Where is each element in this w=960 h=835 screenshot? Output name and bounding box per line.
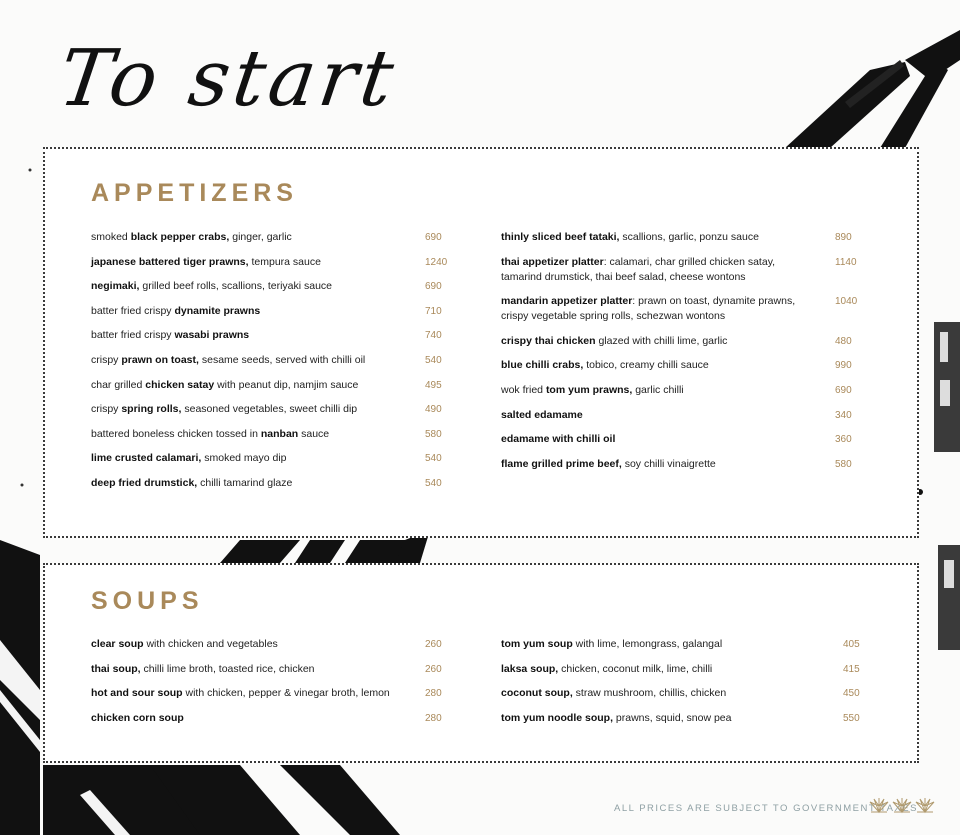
menu-item-description bbox=[91, 230, 391, 245]
menu-item bbox=[91, 427, 442, 442]
menu-item-price: 260 bbox=[425, 663, 442, 675]
menu-item bbox=[501, 334, 852, 349]
menu-item-description bbox=[91, 304, 391, 319]
menu-item-details: tobico, creamy chilli sauce bbox=[583, 359, 709, 372]
menu-item bbox=[501, 383, 852, 398]
menu-item bbox=[91, 662, 442, 677]
menu-item-details: with lime, lemongrass, galangal bbox=[572, 638, 723, 650]
menu-item-price: 415 bbox=[843, 663, 860, 675]
menu-item-name: prawn on toast, bbox=[121, 354, 199, 366]
menu-item-name: mandarin appetizer platter bbox=[501, 295, 633, 308]
menu-item-prefix: smoked bbox=[91, 231, 131, 243]
lotus-icon bbox=[914, 798, 936, 814]
menu-item-description bbox=[501, 408, 801, 423]
menu-item-description bbox=[501, 383, 801, 398]
menu-item-details: straw mushroom, chillis, chicken bbox=[572, 687, 727, 700]
menu-item-price: 1140 bbox=[835, 256, 857, 268]
menu-item-price: 890 bbox=[835, 232, 852, 243]
menu-item-description bbox=[91, 662, 391, 677]
menu-item-description bbox=[91, 451, 391, 466]
menu-item-prefix: char grilled bbox=[91, 378, 146, 391]
menu-item-description bbox=[501, 432, 801, 447]
menu-item-description bbox=[501, 230, 801, 245]
menu-item-name: flame grilled prime beef, bbox=[501, 457, 622, 470]
menu-item bbox=[501, 711, 860, 726]
menu-item bbox=[501, 358, 852, 373]
menu-item-details: tempura sauce bbox=[248, 255, 321, 268]
menu-item-prefix: batter fried crispy bbox=[91, 329, 175, 342]
menu-item-price: 340 bbox=[835, 409, 852, 421]
menu-item-description bbox=[91, 711, 391, 726]
menu-item-price: 690 bbox=[425, 232, 442, 243]
menu-item bbox=[91, 451, 442, 466]
menu-item-price: 280 bbox=[425, 688, 442, 700]
menu-item-price: 1040 bbox=[835, 296, 858, 308]
menu-item-description bbox=[91, 686, 391, 701]
menu-item-description bbox=[501, 662, 801, 677]
menu-item bbox=[501, 432, 852, 447]
menu-item-price: 450 bbox=[843, 688, 860, 700]
menu-item-details: smoked mayo dip bbox=[201, 452, 287, 465]
menu-item-prefix: battered boneless chicken tossed in bbox=[91, 427, 261, 440]
menu-item-name: tom yum noodle soup, bbox=[501, 711, 613, 724]
menu-item bbox=[91, 230, 442, 245]
menu-item-name: crispy thai chicken bbox=[501, 334, 596, 347]
menu-item bbox=[91, 378, 442, 393]
menu-item-prefix: crispy bbox=[91, 354, 122, 366]
menu-item bbox=[91, 279, 442, 294]
menu-item-name: deep fried drumstick, bbox=[91, 477, 198, 489]
menu-item-description bbox=[91, 255, 391, 270]
menu-item-name: thai appetizer platter bbox=[501, 255, 604, 268]
menu-item-price: 360 bbox=[835, 434, 852, 446]
menu-item-name: black pepper crabs, bbox=[130, 231, 230, 243]
menu-item-details: garlic chilli bbox=[632, 384, 684, 396]
menu-item-name: salted edamame bbox=[501, 408, 583, 421]
menu-item-name: chicken satay bbox=[145, 378, 215, 391]
menu-item-price: 540 bbox=[425, 478, 442, 489]
menu-item-description bbox=[501, 457, 801, 472]
menu-item bbox=[501, 255, 857, 285]
lotus-icon bbox=[891, 798, 913, 814]
menu-item-description bbox=[91, 378, 391, 393]
soups-panel bbox=[43, 563, 919, 763]
menu-item bbox=[91, 402, 442, 417]
menu-item bbox=[501, 637, 860, 652]
menu-item-name: blue chilli crabs, bbox=[501, 359, 584, 372]
menu-item-details: sauce bbox=[298, 427, 330, 440]
menu-item-prefix: batter fried crispy bbox=[91, 304, 175, 317]
menu-item-details: glazed with chilli lime, garlic bbox=[595, 334, 728, 347]
menu-item bbox=[501, 230, 852, 245]
menu-item-description bbox=[91, 353, 391, 368]
menu-item-description bbox=[501, 711, 801, 726]
menu-item-price: 495 bbox=[425, 379, 442, 391]
menu-item bbox=[91, 637, 442, 652]
menu-item bbox=[91, 476, 442, 491]
menu-item-price: 260 bbox=[425, 639, 442, 650]
menu-item-details: grilled beef rolls, scallions, teriyaki sauce bbox=[139, 280, 333, 293]
page-heading: To start bbox=[53, 34, 403, 124]
menu-item-price: 490 bbox=[425, 404, 442, 416]
menu-item-name: hot and sour soup bbox=[91, 687, 183, 700]
menu-item bbox=[91, 255, 448, 270]
menu-item bbox=[91, 304, 442, 319]
menu-item-name: chicken corn soup bbox=[91, 711, 184, 724]
menu-item-description bbox=[91, 402, 391, 417]
menu-item-name: japanese battered tiger prawns, bbox=[91, 255, 249, 268]
menu-item-name: laksa soup, bbox=[501, 662, 559, 675]
menu-item-name: nanban bbox=[260, 427, 299, 440]
section-title-soups: SOUPS bbox=[91, 587, 204, 615]
menu-item-name: dynamite prawns bbox=[174, 304, 261, 317]
menu-item-price: 540 bbox=[425, 355, 442, 366]
menu-item-price: 690 bbox=[835, 385, 852, 396]
menu-item-details: scallions, garlic, ponzu sauce bbox=[619, 231, 759, 243]
menu-item bbox=[501, 294, 858, 324]
menu-item-details: : calamari, char grilled chicken satay, tamarind drumstick, thai beef salad, cheese wontons bbox=[501, 255, 776, 283]
menu-item bbox=[501, 408, 852, 423]
lotus-icon bbox=[868, 798, 890, 814]
menu-item-price: 580 bbox=[425, 428, 442, 440]
menu-item bbox=[91, 328, 442, 343]
menu-item-description bbox=[91, 279, 391, 294]
menu-item-name: lime crusted calamari, bbox=[91, 452, 202, 465]
tax-note: ALL PRICES ARE SUBJECT TO GOVERNMENT TAXES bbox=[614, 803, 918, 814]
menu-item-details: prawns, squid, snow pea bbox=[613, 711, 732, 724]
menu-item-details: chicken, coconut milk, lime, chilli bbox=[558, 662, 713, 675]
menu-item bbox=[501, 686, 860, 701]
menu-item-description bbox=[501, 637, 801, 652]
menu-item-name: wasabi prawns bbox=[174, 329, 250, 342]
menu-item-details: with chicken, pepper & vinegar broth, lemon bbox=[182, 687, 390, 700]
menu-item-description bbox=[501, 294, 801, 324]
menu-item-description bbox=[501, 334, 801, 349]
menu-item-details: seasoned vegetables, sweet chilli dip bbox=[181, 403, 358, 416]
menu-item-description bbox=[501, 358, 801, 373]
menu-item-description bbox=[91, 476, 391, 491]
menu-item-price: 690 bbox=[425, 281, 442, 293]
menu-item-name: edamame with chilli oil bbox=[501, 433, 616, 446]
menu-item-name: spring rolls, bbox=[121, 403, 182, 416]
menu-item-prefix: crispy bbox=[91, 403, 122, 416]
menu-item-price: 480 bbox=[835, 335, 852, 347]
menu-item-name: clear soup bbox=[91, 638, 144, 650]
menu-item-name: thinly sliced beef tataki, bbox=[501, 231, 620, 243]
menu-item-details: sesame seeds, served with chilli oil bbox=[198, 354, 366, 366]
menu-item bbox=[91, 711, 442, 726]
menu-item-details: chilli lime broth, toasted rice, chicken bbox=[140, 662, 315, 675]
menu-item-name: tom yum soup bbox=[501, 638, 573, 650]
menu-item bbox=[91, 353, 442, 368]
menu-item-name: coconut soup, bbox=[501, 687, 573, 700]
menu-item-price: 405 bbox=[843, 639, 860, 650]
menu-item-description bbox=[501, 255, 801, 285]
menu-item-price: 550 bbox=[843, 712, 860, 724]
menu-item bbox=[501, 662, 860, 677]
menu-item-name: thai soup, bbox=[91, 662, 141, 675]
menu-item-description bbox=[91, 637, 391, 652]
menu-item-description bbox=[91, 427, 391, 442]
menu-item bbox=[91, 686, 442, 701]
menu-item-price: 280 bbox=[425, 712, 442, 724]
menu-item-details: soy chilli vinaigrette bbox=[621, 457, 716, 470]
menu-item-price: 710 bbox=[425, 305, 442, 317]
menu-item-price: 740 bbox=[425, 330, 442, 342]
menu-item-price: 580 bbox=[835, 458, 852, 470]
menu-item-price: 540 bbox=[425, 453, 442, 465]
menu-item bbox=[501, 457, 852, 472]
menu-item-details: with chicken and vegetables bbox=[143, 638, 278, 650]
menu-item-details: ginger, garlic bbox=[229, 231, 292, 243]
menu-item-prefix: wok fried bbox=[501, 384, 546, 396]
menu-item-name: tom yum prawns, bbox=[545, 384, 633, 396]
menu-item-price: 1240 bbox=[425, 256, 448, 268]
menu-item-details: : prawn on toast, dynamite prawns, crispy vegetable spring rolls, schezwan wontons bbox=[501, 295, 796, 323]
menu-item-description bbox=[501, 686, 801, 701]
menu-item-description bbox=[91, 328, 391, 343]
menu-item-details: with peanut dip, namjim sauce bbox=[214, 378, 359, 391]
section-title-appetizers: APPETIZERS bbox=[91, 179, 298, 207]
menu-item-details: chilli tamarind glaze bbox=[197, 477, 293, 489]
menu-item-price: 990 bbox=[835, 360, 852, 372]
appetizers-panel bbox=[43, 147, 919, 538]
menu-item-name: negimaki, bbox=[91, 280, 140, 293]
